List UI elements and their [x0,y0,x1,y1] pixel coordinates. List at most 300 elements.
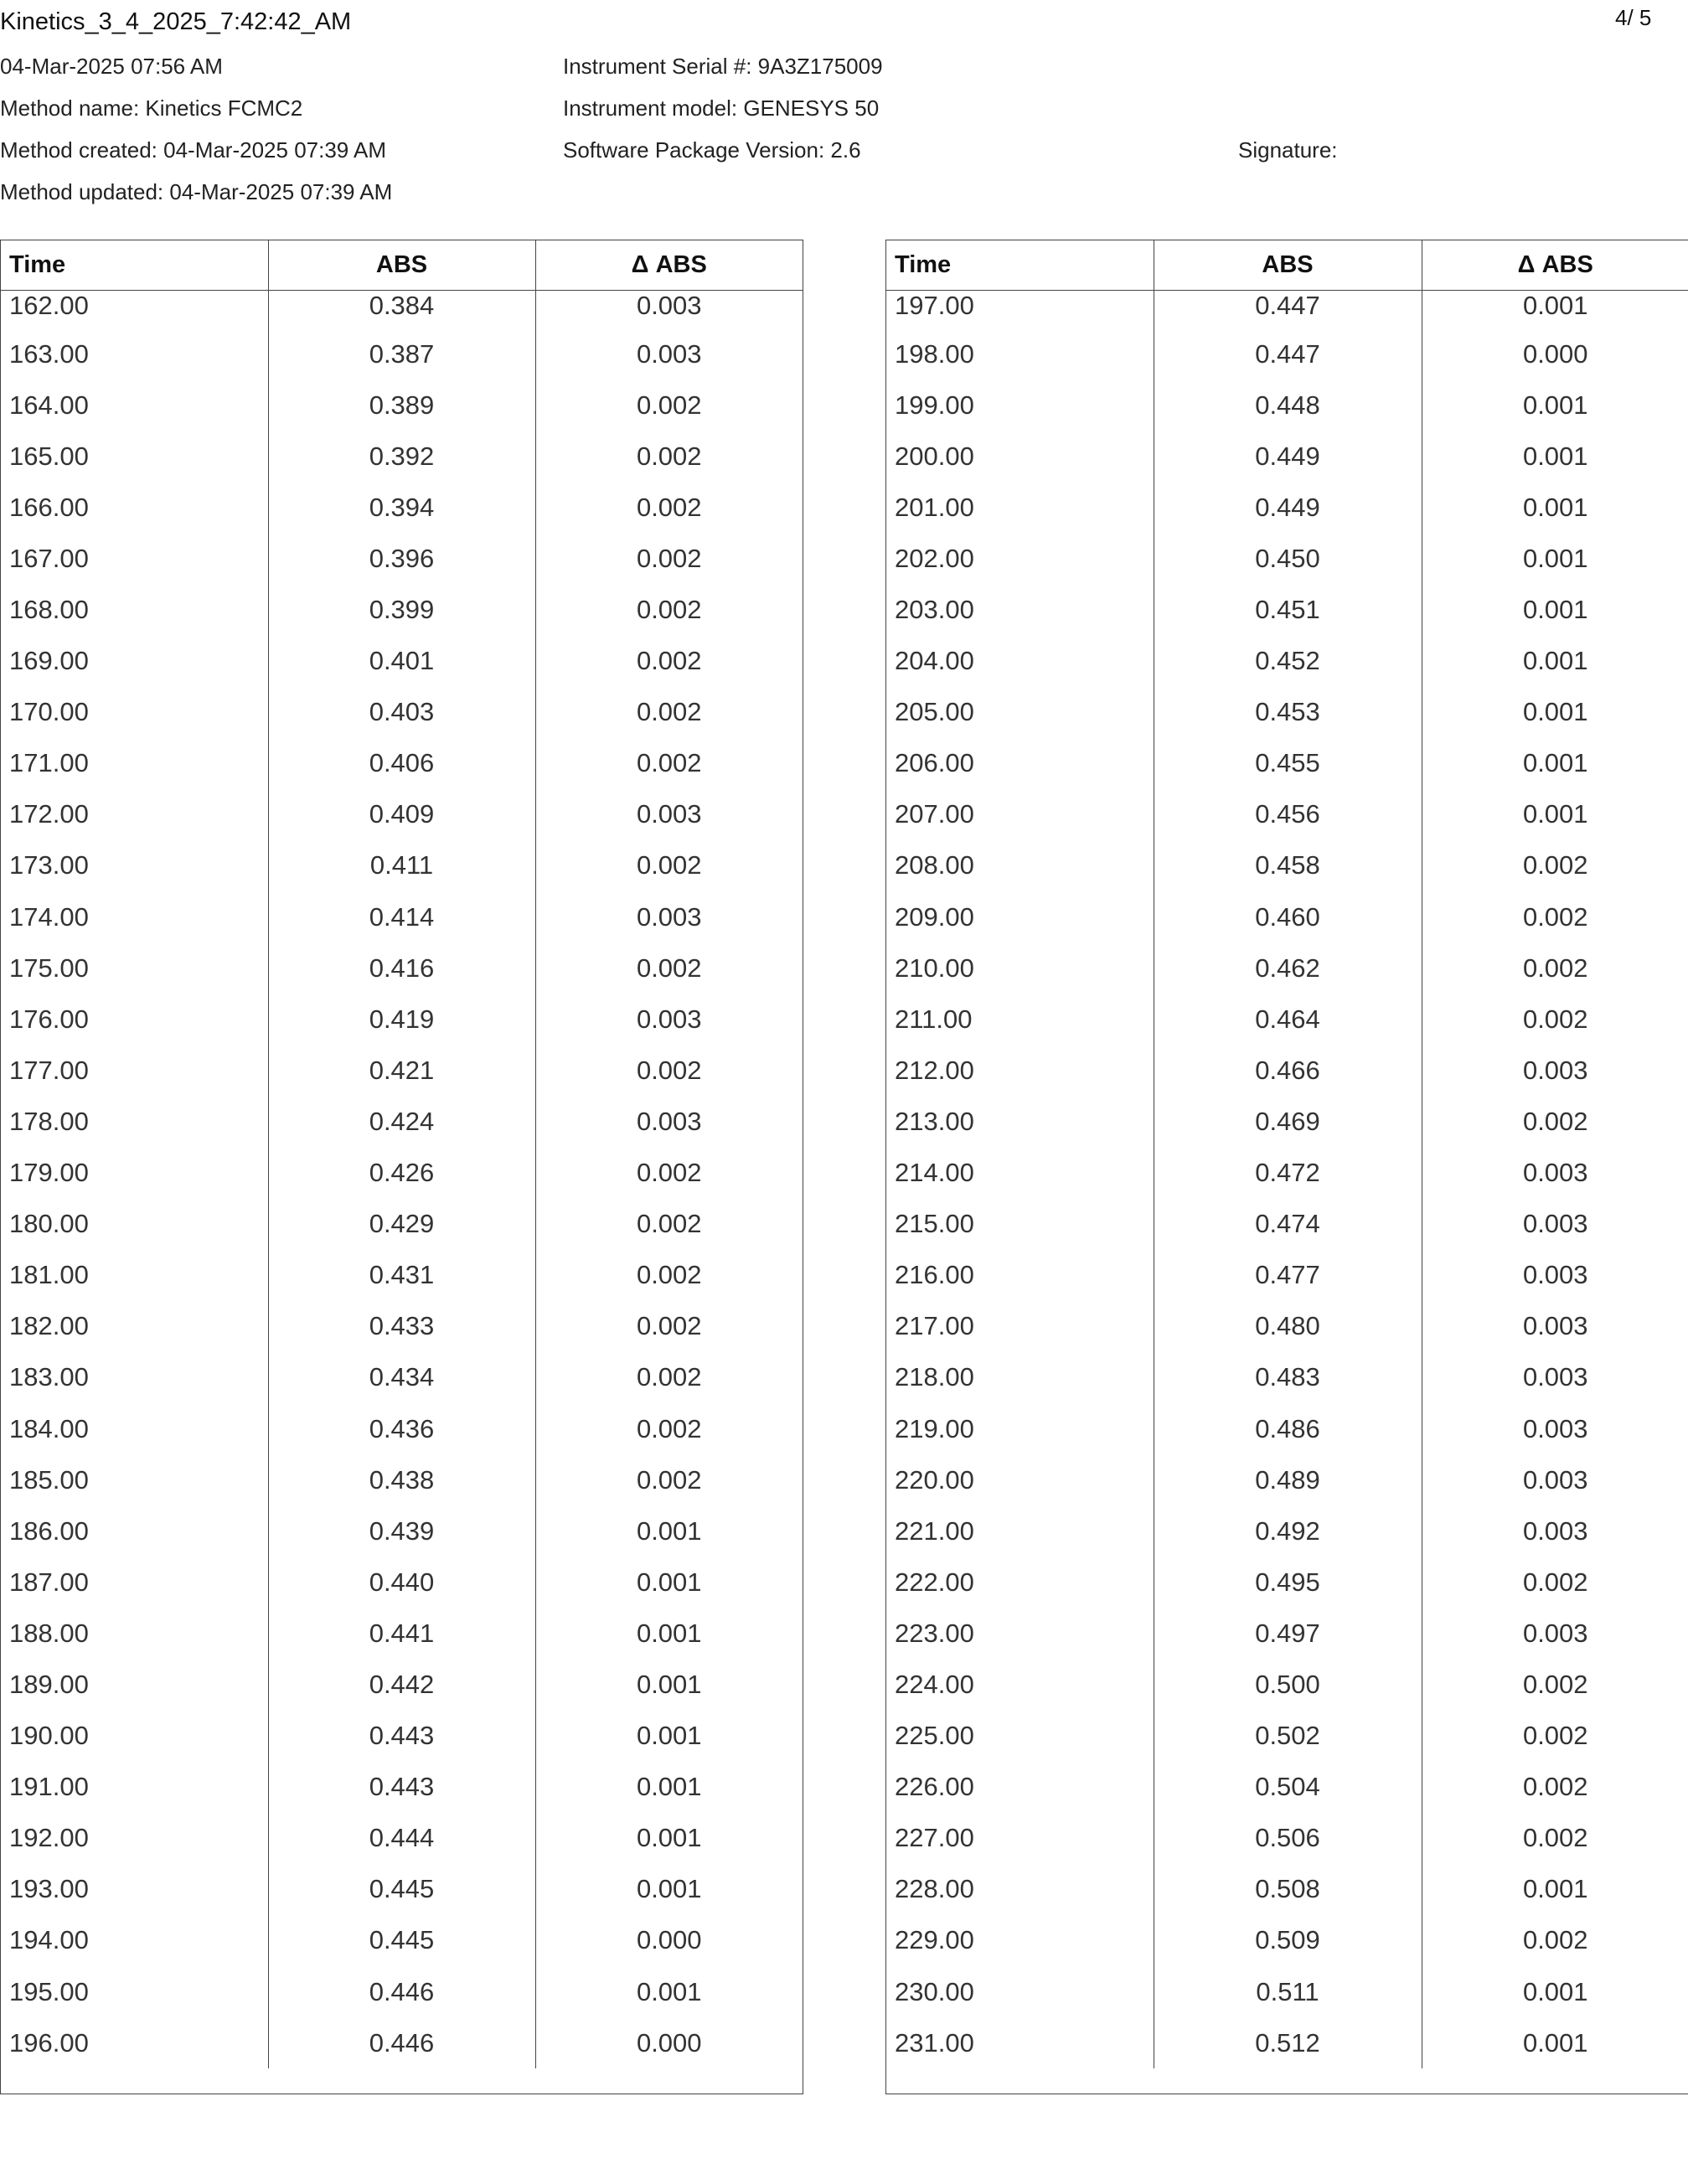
abs-cell: 0.431 [268,1250,535,1301]
time-cell: 228.00 [895,1874,974,1904]
delta-abs-cell: 0.001 [1422,738,1688,789]
time-cell: 173.00 [9,850,89,880]
time-cell: 210.00 [895,953,974,983]
table-row [1,533,803,584]
abs-cell: 0.416 [268,942,535,994]
time-cell: 175.00 [9,953,89,983]
time-cell: 231.00 [895,2027,974,2058]
instrument-serial: Instrument Serial #: 9A3Z175009 [563,54,883,79]
time-cell: 226.00 [895,1772,974,1802]
table-row [1,482,803,533]
time-cell: 186.00 [9,1515,89,1546]
abs-cell: 0.480 [1154,1301,1422,1352]
abs-cell: 0.508 [1154,1864,1422,1915]
table-row [886,328,1688,379]
time-cell: 203.00 [895,595,974,625]
abs-cell: 0.429 [268,1199,535,1250]
method-created: Method created: 04-Mar-2025 07:39 AM [0,137,387,163]
time-cell: 185.00 [9,1464,89,1495]
table-row [886,1199,1688,1250]
time-cell: 212.00 [895,1055,974,1085]
abs-cell: 0.474 [1154,1199,1422,1250]
delta-abs-cell: 0.001 [1422,482,1688,533]
abs-cell: 0.506 [1154,1813,1422,1864]
abs-cell: 0.396 [268,533,535,584]
table-row [886,1557,1688,1608]
table-bottom-padding [886,2068,1688,2094]
delta-abs-cell: 0.001 [535,1813,803,1864]
table-row [1,1966,803,2017]
abs-cell: 0.433 [268,1301,535,1352]
delta-abs-cell: 0.002 [535,533,803,584]
time-cell: 172.00 [9,799,89,829]
table-row [1,1403,803,1454]
abs-cell: 0.483 [1154,1352,1422,1403]
table-row [886,1148,1688,1199]
table-row [1,891,803,942]
abs-cell: 0.492 [1154,1505,1422,1557]
table-row [1,431,803,482]
time-cell: 223.00 [895,1618,974,1648]
time-cell: 187.00 [9,1567,89,1597]
time-cell: 194.00 [9,1925,89,1955]
time-cell: 184.00 [9,1413,89,1443]
delta-abs-cell: 0.001 [1422,636,1688,687]
delta-abs-cell: 0.001 [1422,687,1688,738]
time-cell: 193.00 [9,1874,89,1904]
table-row [886,2017,1688,2068]
delta-abs-cell: 0.001 [535,1711,803,1762]
table-row [1,1096,803,1147]
table-row [1,1148,803,1199]
abs-cell: 0.446 [268,2017,535,2068]
time-cell: 216.00 [895,1260,974,1290]
delta-abs-cell: 0.001 [535,1966,803,2017]
table-row [1,1915,803,1966]
time-cell: 166.00 [9,492,89,522]
abs-cell: 0.446 [268,1966,535,2017]
table-row [1,1199,803,1250]
abs-cell: 0.447 [1154,328,1422,379]
table-row [886,1966,1688,2017]
signature-label: Signature: [1238,137,1338,163]
table-row [886,1864,1688,1915]
table-row [1,1659,803,1710]
table-row [886,840,1688,891]
abs-cell: 0.440 [268,1557,535,1608]
table-row [886,942,1688,994]
time-cell: 162.00 [9,291,89,320]
abs-cell: 0.469 [1154,1096,1422,1147]
delta-abs-cell: 0.001 [1422,431,1688,482]
abs-cell: 0.436 [268,1403,535,1454]
method-name: Method name: Kinetics FCMC2 [0,96,303,121]
table-row [1,687,803,738]
delta-abs-cell: 0.002 [535,1199,803,1250]
time-cell: 229.00 [895,1925,974,1955]
delta-abs-cell: 0.001 [1422,379,1688,431]
table-row [1,942,803,994]
delta-abs-cell: 0.003 [1422,1301,1688,1352]
time-cell: 182.00 [9,1311,89,1341]
table-row [1,328,803,379]
abs-cell: 0.512 [1154,2017,1422,2068]
table-row [1,1045,803,1096]
table-row [886,994,1688,1045]
table-row [886,636,1688,687]
delta-abs-cell: 0.003 [1422,1199,1688,1250]
delta-abs-cell: 0.002 [535,687,803,738]
table-row [1,379,803,431]
abs-cell: 0.453 [1154,687,1422,738]
time-cell: 171.00 [9,748,89,778]
delta-abs-cell: 0.003 [535,328,803,379]
table-row [886,1711,1688,1762]
delta-abs-cell: 0.001 [1422,2017,1688,2068]
delta-abs-cell: 0.002 [1422,840,1688,891]
time-cell: 221.00 [895,1515,974,1546]
table-bottom-padding [1,2068,803,2094]
delta-abs-cell: 0.003 [1422,1352,1688,1403]
time-cell: 167.00 [9,543,89,573]
delta-abs-cell: 0.002 [535,1148,803,1199]
time-cell: 178.00 [9,1106,89,1136]
right-data-table [885,240,1688,2094]
delta-abs-cell: 0.002 [1422,891,1688,942]
abs-cell: 0.392 [268,431,535,482]
delta-abs-cell: 0.003 [535,891,803,942]
table-row [1,636,803,687]
table-row [886,687,1688,738]
abs-cell: 0.399 [268,584,535,635]
delta-abs-cell: 0.001 [535,1864,803,1915]
time-cell: 215.00 [895,1209,974,1239]
abs-cell: 0.455 [1154,738,1422,789]
time-cell: 197.00 [895,291,974,320]
delta-abs-cell: 0.002 [1422,1813,1688,1864]
abs-cell: 0.449 [1154,482,1422,533]
abs-cell: 0.419 [268,994,535,1045]
table-row [1,1762,803,1813]
table-row [886,1813,1688,1864]
delta-abs-cell: 0.003 [535,1096,803,1147]
time-cell: 200.00 [895,441,974,471]
time-cell: 225.00 [895,1721,974,1751]
table-row [886,738,1688,789]
time-cell: 180.00 [9,1209,89,1239]
delta-abs-cell: 0.001 [535,1557,803,1608]
abs-cell: 0.384 [268,291,535,329]
column-header-delta-abs: Δ ABS [1422,240,1688,291]
delta-abs-cell: 0.003 [1422,1148,1688,1199]
abs-cell: 0.389 [268,379,535,431]
delta-abs-cell: 0.002 [1422,1557,1688,1608]
time-cell: 190.00 [9,1721,89,1751]
delta-abs-cell: 0.002 [535,636,803,687]
abs-cell: 0.504 [1154,1762,1422,1813]
delta-abs-cell: 0.003 [1422,1454,1688,1505]
delta-abs-cell: 0.001 [535,1608,803,1659]
left-table-header [1,240,803,291]
abs-cell: 0.444 [268,1813,535,1864]
table-row [1,1711,803,1762]
right-table-header [886,240,1688,291]
report-title: Kinetics_3_4_2025_7:42:42_AM [0,8,352,35]
abs-cell: 0.445 [268,1915,535,1966]
time-cell: 169.00 [9,646,89,676]
abs-cell: 0.445 [268,1864,535,1915]
time-cell: 191.00 [9,1772,89,1802]
column-header-time: Time [886,240,1154,291]
table-row [1,1864,803,1915]
time-cell: 213.00 [895,1106,974,1136]
abs-cell: 0.497 [1154,1608,1422,1659]
delta-abs-cell: 0.002 [1422,1659,1688,1710]
time-cell: 207.00 [895,799,974,829]
abs-cell: 0.421 [268,1045,535,1096]
time-cell: 198.00 [895,338,974,369]
abs-cell: 0.449 [1154,431,1422,482]
delta-abs-cell: 0.003 [535,291,803,329]
abs-cell: 0.502 [1154,1711,1422,1762]
delta-abs-cell: 0.001 [535,1762,803,1813]
abs-cell: 0.511 [1154,1966,1422,2017]
delta-abs-cell: 0.002 [535,379,803,431]
time-cell: 189.00 [9,1669,89,1699]
table-row [886,584,1688,635]
time-cell: 192.00 [9,1823,89,1853]
table-row [1,1557,803,1608]
delta-abs-cell: 0.002 [1422,1096,1688,1147]
table-row [886,1659,1688,1710]
delta-abs-cell: 0.001 [1422,1966,1688,2017]
delta-abs-cell: 0.003 [535,994,803,1045]
delta-abs-cell: 0.002 [535,482,803,533]
time-cell: 199.00 [895,390,974,420]
abs-cell: 0.460 [1154,891,1422,942]
table-row [1,1352,803,1403]
abs-cell: 0.495 [1154,1557,1422,1608]
delta-abs-cell: 0.002 [535,1403,803,1454]
time-cell: 224.00 [895,1669,974,1699]
table-row [1,738,803,789]
time-cell: 205.00 [895,697,974,727]
time-cell: 181.00 [9,1260,89,1290]
abs-cell: 0.443 [268,1711,535,1762]
delta-abs-cell: 0.001 [1422,533,1688,584]
delta-abs-cell: 0.003 [1422,1403,1688,1454]
delta-abs-cell: 0.003 [535,789,803,840]
time-cell: 218.00 [895,1362,974,1392]
abs-cell: 0.450 [1154,533,1422,584]
time-cell: 195.00 [9,1976,89,2006]
time-cell: 168.00 [9,595,89,625]
time-cell: 222.00 [895,1567,974,1597]
abs-cell: 0.434 [268,1352,535,1403]
time-cell: 188.00 [9,1618,89,1648]
delta-abs-cell: 0.000 [535,2017,803,2068]
time-cell: 217.00 [895,1311,974,1341]
delta-abs-cell: 0.002 [535,942,803,994]
delta-abs-cell: 0.001 [535,1659,803,1710]
method-updated: Method updated: 04-Mar-2025 07:39 AM [0,179,393,204]
abs-cell: 0.452 [1154,636,1422,687]
delta-abs-cell: 0.002 [535,431,803,482]
time-cell: 165.00 [9,441,89,471]
abs-cell: 0.456 [1154,789,1422,840]
delta-abs-cell: 0.002 [535,1454,803,1505]
column-header-delta-abs: Δ ABS [535,240,803,291]
delta-abs-cell: 0.001 [535,1505,803,1557]
table-row [886,1505,1688,1557]
abs-cell: 0.509 [1154,1915,1422,1966]
abs-cell: 0.489 [1154,1454,1422,1505]
table-row [886,789,1688,840]
table-row [886,1403,1688,1454]
time-cell: 183.00 [9,1362,89,1392]
abs-cell: 0.464 [1154,994,1422,1045]
delta-abs-cell: 0.002 [1422,942,1688,994]
abs-cell: 0.424 [268,1096,535,1147]
table-row [886,891,1688,942]
abs-cell: 0.486 [1154,1403,1422,1454]
delta-abs-cell: 0.002 [535,584,803,635]
delta-abs-cell: 0.002 [535,1352,803,1403]
delta-abs-cell: 0.002 [1422,1915,1688,1966]
abs-cell: 0.448 [1154,379,1422,431]
abs-cell: 0.458 [1154,840,1422,891]
table-row [1,1454,803,1505]
delta-abs-cell: 0.001 [1422,1864,1688,1915]
table-row [1,994,803,1045]
time-cell: 206.00 [895,748,974,778]
delta-abs-cell: 0.001 [1422,584,1688,635]
abs-cell: 0.442 [268,1659,535,1710]
table-row [1,291,803,329]
table-row [1,1813,803,1864]
column-header-abs: ABS [1154,240,1422,291]
delta-abs-cell: 0.002 [535,1250,803,1301]
table-row [886,1045,1688,1096]
delta-abs-cell: 0.000 [1422,328,1688,379]
table-row [1,840,803,891]
time-cell: 211.00 [895,1004,973,1034]
abs-cell: 0.414 [268,891,535,942]
table-row [1,1505,803,1557]
table-row [886,379,1688,431]
table-row [1,584,803,635]
table-row [886,1250,1688,1301]
abs-cell: 0.439 [268,1505,535,1557]
abs-cell: 0.466 [1154,1045,1422,1096]
report-date: 04-Mar-2025 07:56 AM [0,54,223,79]
instrument-model: Instrument model: GENESYS 50 [563,96,880,121]
table-row [1,1250,803,1301]
left-data-table [0,240,803,2094]
abs-cell: 0.472 [1154,1148,1422,1199]
abs-cell: 0.477 [1154,1250,1422,1301]
table-row [886,1915,1688,1966]
abs-cell: 0.451 [1154,584,1422,635]
time-cell: 163.00 [9,338,89,369]
table-row [1,1301,803,1352]
abs-cell: 0.406 [268,738,535,789]
time-cell: 164.00 [9,390,89,420]
table-row [1,2017,803,2068]
abs-cell: 0.500 [1154,1659,1422,1710]
delta-abs-cell: 0.002 [1422,1711,1688,1762]
time-cell: 170.00 [9,697,89,727]
delta-abs-cell: 0.002 [535,1301,803,1352]
delta-abs-cell: 0.001 [1422,789,1688,840]
time-cell: 204.00 [895,646,974,676]
time-cell: 220.00 [895,1464,974,1495]
table-row [886,1608,1688,1659]
abs-cell: 0.394 [268,482,535,533]
delta-abs-cell: 0.002 [1422,994,1688,1045]
time-cell: 208.00 [895,850,974,880]
time-cell: 230.00 [895,1976,974,2006]
page-number: 4/ 5 [1615,5,1652,30]
delta-abs-cell: 0.002 [535,738,803,789]
delta-abs-cell: 0.003 [1422,1505,1688,1557]
delta-abs-cell: 0.003 [1422,1250,1688,1301]
table-row [1,1608,803,1659]
table-row [886,1762,1688,1813]
abs-cell: 0.438 [268,1454,535,1505]
time-cell: 201.00 [895,492,974,522]
delta-abs-cell: 0.000 [535,1915,803,1966]
time-cell: 202.00 [895,543,974,573]
abs-cell: 0.441 [268,1608,535,1659]
time-cell: 179.00 [9,1158,89,1188]
time-cell: 174.00 [9,901,89,932]
abs-cell: 0.411 [268,840,535,891]
abs-cell: 0.462 [1154,942,1422,994]
table-row [1,789,803,840]
delta-abs-cell: 0.002 [1422,1762,1688,1813]
column-header-abs: ABS [268,240,535,291]
time-cell: 209.00 [895,901,974,932]
abs-cell: 0.403 [268,687,535,738]
time-cell: 196.00 [9,2027,89,2058]
abs-cell: 0.387 [268,328,535,379]
abs-cell: 0.443 [268,1762,535,1813]
delta-abs-cell: 0.002 [535,840,803,891]
time-cell: 214.00 [895,1158,974,1188]
time-cell: 219.00 [895,1413,974,1443]
time-cell: 177.00 [9,1055,89,1085]
table-row [886,1301,1688,1352]
abs-cell: 0.426 [268,1148,535,1199]
table-row [886,291,1688,329]
delta-abs-cell: 0.003 [1422,1045,1688,1096]
time-cell: 176.00 [9,1004,89,1034]
abs-cell: 0.401 [268,636,535,687]
table-row [886,431,1688,482]
delta-abs-cell: 0.002 [535,1045,803,1096]
delta-abs-cell: 0.003 [1422,1608,1688,1659]
software-version: Software Package Version: 2.6 [563,137,861,163]
delta-abs-cell: 0.001 [1422,291,1688,329]
table-row [886,1096,1688,1147]
abs-cell: 0.409 [268,789,535,840]
table-row [886,1454,1688,1505]
column-header-time: Time [1,240,268,291]
table-row [886,482,1688,533]
table-row [886,533,1688,584]
time-cell: 227.00 [895,1823,974,1853]
